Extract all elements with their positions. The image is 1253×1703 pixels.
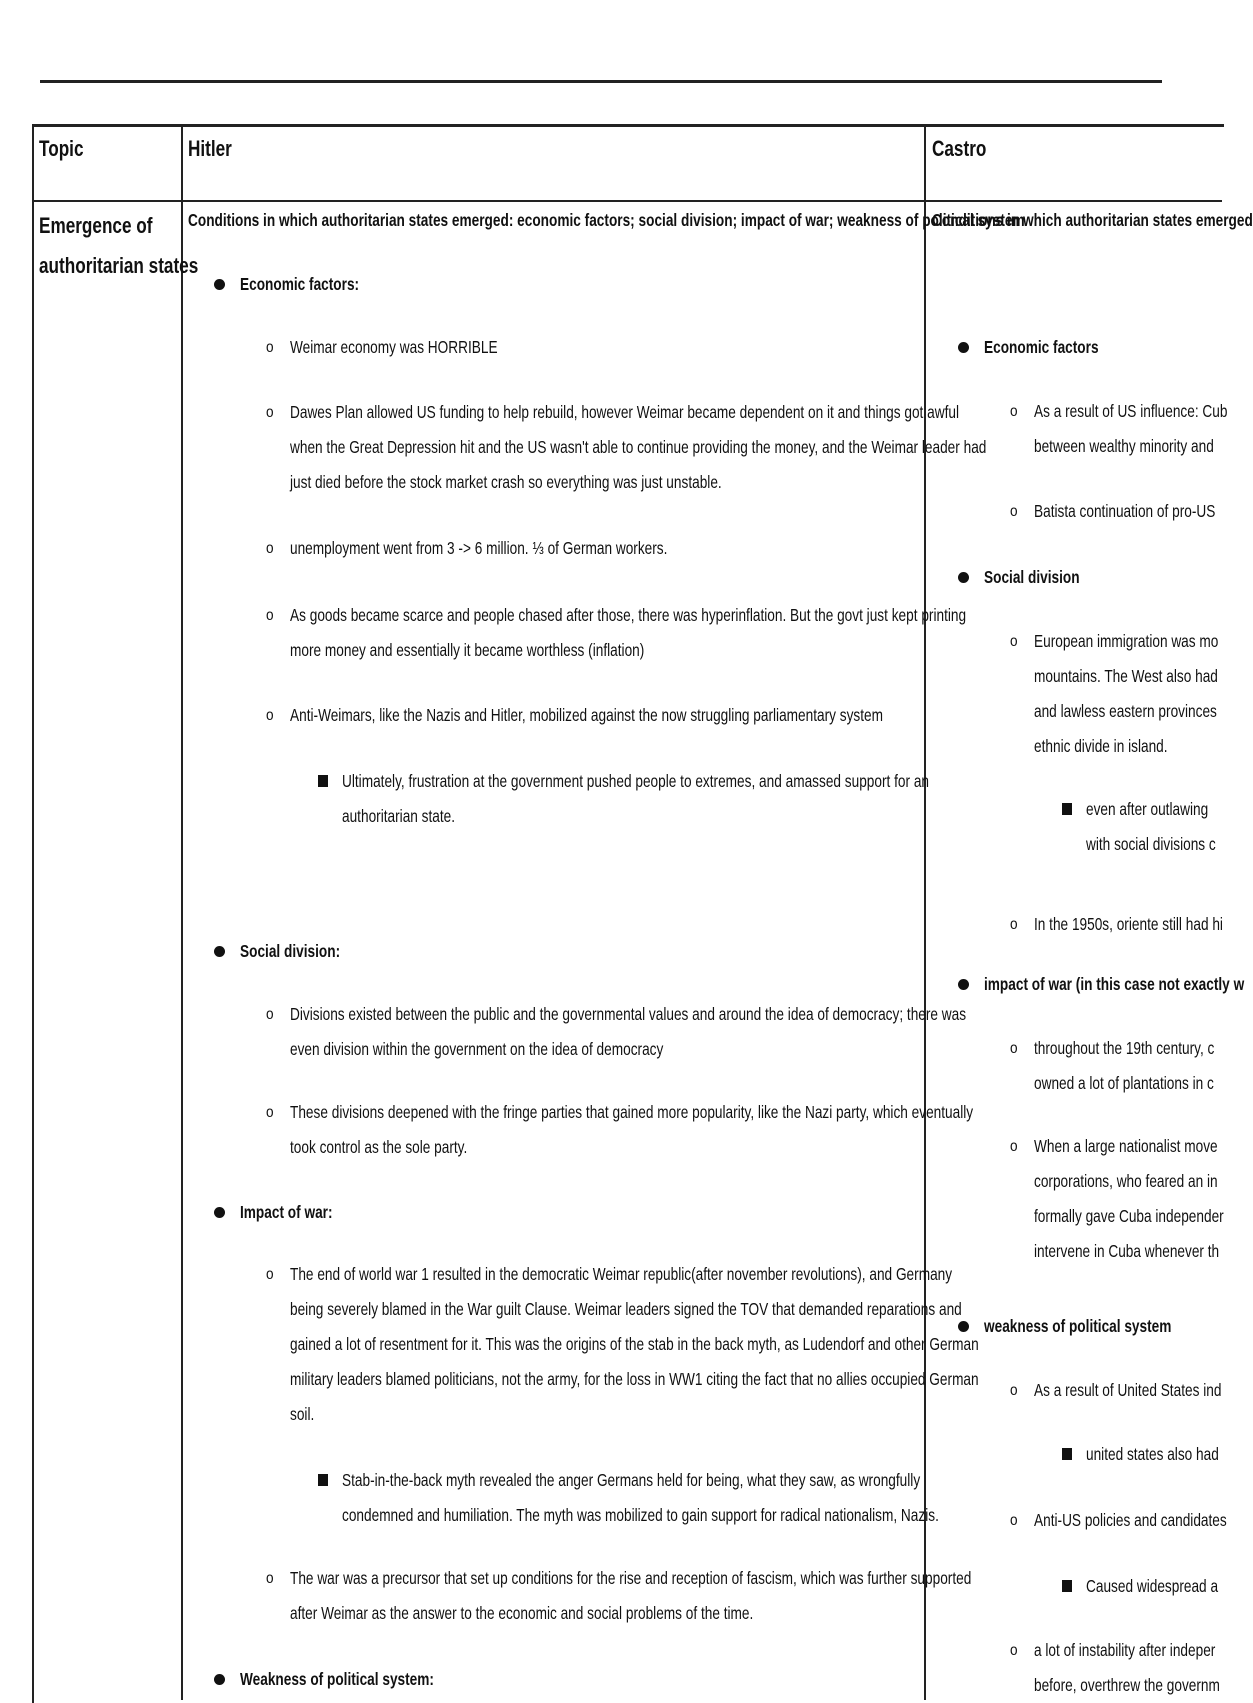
bullet-circle-icon: o — [1010, 633, 1018, 650]
header-row-divider — [32, 200, 1222, 202]
castro-social-1-line: and lawless eastern provinces — [1034, 701, 1217, 721]
hitler-social-2-line: These divisions deepened with the fringe parties that gained more popularity, like the Nazi party, which eventually — [290, 1102, 974, 1122]
castro-weak-1-sub: united states also had — [1086, 1444, 1219, 1464]
castro-social-heading: Social division — [984, 567, 1080, 587]
bullet-circle-icon: o — [1010, 1382, 1018, 1399]
hitler-econ-1: Weimar economy was HORRIBLE — [290, 337, 498, 357]
hitler-economic-heading: Economic factors: — [240, 274, 360, 294]
hitler-social-heading: Social division: — [240, 941, 341, 961]
bullet-square-icon — [318, 1474, 328, 1486]
bullet-disc-icon — [214, 279, 225, 290]
castro-weak-3-line: a lot of instability after indeper — [1034, 1640, 1216, 1660]
bullet-circle-icon: o — [266, 1266, 274, 1283]
castro-war-1-line: throughout the 19th century, c — [1034, 1038, 1215, 1058]
bullet-circle-icon: o — [266, 404, 274, 421]
castro-war-2-line: formally gave Cuba independer — [1034, 1206, 1224, 1226]
hitler-econ-5-sub-line: Ultimately, frustration at the government pushed people to extremes, and amassed support for an — [342, 771, 930, 791]
castro-column — [928, 204, 1253, 1700]
hitler-social-1-line: Divisions existed between the public and the governmental values and around the idea of democracy; there was — [290, 1004, 967, 1024]
hitler-war-1-line: The end of world war 1 resulted in the democratic Weimar republic(after november revolutions), and Germany — [290, 1264, 953, 1284]
row-topic-label — [39, 206, 198, 286]
bullet-disc-icon — [214, 1207, 225, 1218]
castro-social-1-line: ethnic divide in island. — [1034, 736, 1168, 756]
hitler-war-2-line: after Weimar as the answer to the economic and social problems of the time. — [290, 1603, 754, 1623]
hitler-econ-2-line: when the Great Depression hit and the US wasn't able to continue providing the money, and the Weimar leader had — [290, 437, 987, 457]
castro-social-1-sub-line: with social divisions c — [1086, 834, 1216, 854]
bullet-circle-icon: o — [1010, 403, 1018, 420]
row-topic-line: Emergence of — [39, 213, 153, 238]
hitler-weakness-heading: Weakness of political system: — [240, 1669, 434, 1689]
castro-economic-heading: Economic factors — [984, 337, 1099, 357]
bullet-circle-icon: o — [1010, 1040, 1018, 1057]
hitler-column — [184, 204, 1025, 1700]
bullet-circle-icon: o — [266, 1570, 274, 1587]
hitler-war-1-sub-line: Stab-in-the-back myth revealed the anger Germans held for being, what they saw, as wrongfully — [342, 1470, 921, 1490]
hitler-war-1-line: being severely blamed in the War guilt Clause. Weimar leaders signed the TOV that demanded reparations and — [290, 1299, 962, 1319]
castro-war-1-line: owned a lot of plantations in c — [1034, 1073, 1214, 1093]
row-topic-line: authoritarian states — [39, 253, 199, 278]
hitler-war-2-line: The war was a precursor that set up conditions for the rise and reception of fascism, which was further supported — [290, 1568, 972, 1588]
bullet-circle-icon: o — [1010, 1642, 1018, 1659]
hitler-war-1-sub-line: condemned and humiliation. The myth was mobilized to gain support for radical nationalism, Nazis. — [342, 1505, 939, 1525]
castro-weak-2-sub: Caused widespread a — [1086, 1576, 1219, 1596]
bullet-circle-icon: o — [266, 607, 274, 624]
hitler-intro: Conditions in which authoritarian states emerged: economic factors; social division; impact of war; weakness of political system — [188, 210, 1025, 230]
hitler-econ-2-line: just died before the stock market crash so everything was just unstable. — [290, 472, 722, 492]
hitler-war-heading: Impact of war: — [240, 1202, 333, 1222]
column-divider-hitler — [924, 124, 926, 1700]
bullet-circle-icon: o — [1010, 1512, 1018, 1529]
bullet-disc-icon — [958, 342, 969, 353]
hitler-econ-4-line: more money and essentially it became worthless (inflation) — [290, 640, 645, 660]
hitler-social-1-line: even division within the government on the idea of democracy — [290, 1039, 664, 1059]
header-castro: Castro — [932, 136, 987, 161]
castro-weakness-heading: weakness of political system — [984, 1316, 1172, 1336]
hitler-econ-5: Anti-Weimars, like the Nazis and Hitler, mobilized against the now struggling parliamentary system — [290, 705, 884, 725]
bullet-circle-icon: o — [266, 707, 274, 724]
castro-social-1-line: mountains. The West also had — [1034, 666, 1218, 686]
bullet-circle-icon: o — [266, 1104, 274, 1121]
header-hitler: Hitler — [188, 136, 232, 161]
bullet-circle-icon: o — [266, 1006, 274, 1023]
top-rule — [40, 80, 1162, 83]
bullet-square-icon — [318, 775, 328, 787]
hitler-war-1-line: gained a lot of resentment for it. This was the origins of the stab in the back myth, as Ludendorf and other German — [290, 1334, 979, 1354]
hitler-econ-2-line: Dawes Plan allowed US funding to help rebuild, however Weimar became dependent on it and things got awful — [290, 402, 960, 422]
castro-war-2-line: intervene in Cuba whenever th — [1034, 1241, 1220, 1261]
castro-social-1-line: European immigration was mo — [1034, 631, 1219, 651]
column-divider-topic — [181, 124, 183, 1700]
hitler-social-2-line: took control as the sole party. — [290, 1137, 468, 1157]
castro-econ-1-line: between wealthy minority and — [1034, 436, 1214, 456]
bullet-square-icon — [1062, 1448, 1072, 1460]
hitler-econ-3: unemployment went from 3 -> 6 million. ⅓ of German workers. — [290, 538, 668, 558]
bullet-disc-icon — [958, 1321, 969, 1332]
castro-social-2: In the 1950s, oriente still had hi — [1034, 914, 1223, 934]
bullet-circle-icon: o — [1010, 916, 1018, 933]
castro-intro: Conditions in which authoritarian states emerged — [932, 210, 1253, 230]
hitler-econ-4-line: As goods became scarce and people chased after those, there was hyperinflation. But the govt just kept printing — [290, 605, 967, 625]
hitler-war-1-line: military leaders blamed politicians, not the army, for the loss in WW1 citing the fact that no allies occupied German — [290, 1369, 979, 1389]
bullet-disc-icon — [214, 1674, 225, 1685]
castro-war-2-line: corporations, who feared an in — [1034, 1171, 1218, 1191]
bullet-disc-icon — [958, 979, 969, 990]
bullet-circle-icon: o — [1010, 1138, 1018, 1155]
castro-weak-2: Anti-US policies and candidates — [1034, 1510, 1227, 1530]
castro-war-2-line: When a large nationalist move — [1034, 1136, 1218, 1156]
castro-econ-2: Batista continuation of pro-US — [1034, 501, 1216, 521]
castro-econ-1-line: As a result of US influence: Cub — [1034, 401, 1228, 421]
bullet-circle-icon: o — [1010, 503, 1018, 520]
castro-social-1-sub-line: even after outlawing — [1086, 799, 1209, 819]
castro-weak-3-line: before, overthrew the governm — [1034, 1675, 1220, 1695]
hitler-econ-5-sub-line: authoritarian state. — [342, 806, 456, 826]
bullet-disc-icon — [214, 946, 225, 957]
header-topic: Topic — [39, 136, 84, 161]
bullet-circle-icon: o — [266, 540, 274, 557]
bullet-square-icon — [1062, 1580, 1072, 1592]
hitler-war-1-line: soil. — [290, 1404, 315, 1424]
castro-war-heading: impact of war (in this case not exactly w — [984, 974, 1245, 994]
bullet-disc-icon — [958, 572, 969, 583]
castro-weak-1: As a result of United States ind — [1034, 1380, 1222, 1400]
bullet-circle-icon: o — [266, 339, 274, 356]
bullet-square-icon — [1062, 803, 1072, 815]
